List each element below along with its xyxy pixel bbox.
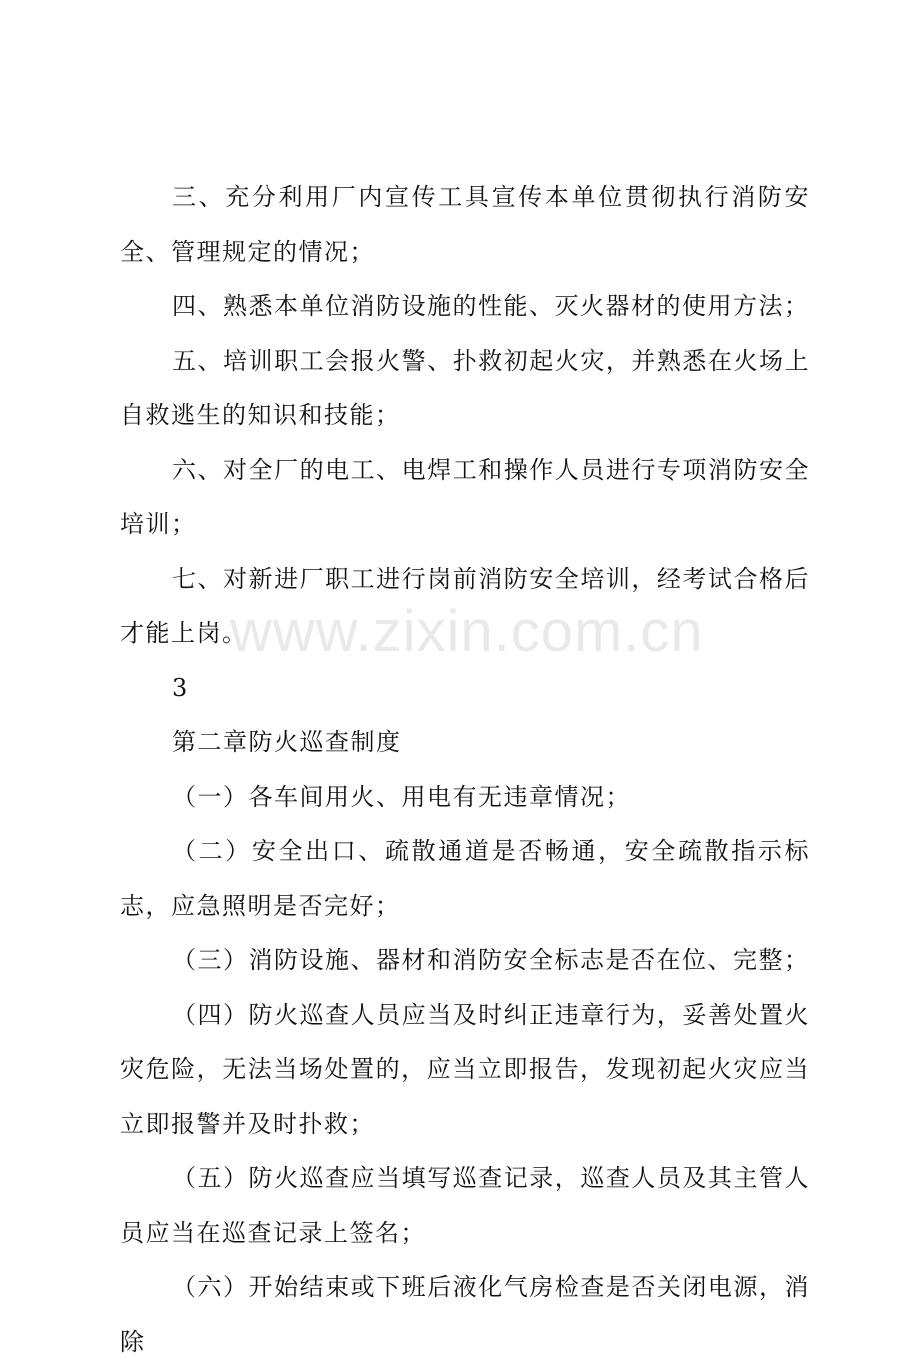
inspection-item-1: （一）各车间用火、用电有无违章情况； bbox=[172, 782, 631, 811]
watermark-text: www.zixin.com.cn bbox=[230, 599, 704, 664]
page-number: 3 bbox=[172, 673, 189, 702]
paragraph-item-3: 三、充分利用厂内宣传工具宣传本单位贯彻执行消防安全、管理规定的情况； bbox=[120, 183, 810, 266]
paragraph-item-5: 五、培训职工会报火警、扑救初起火灾，并熟悉在火场上自救逃生的知识和技能； bbox=[120, 346, 810, 429]
document-body bbox=[120, 170, 810, 1369]
inspection-item-3: （三）消防设施、器材和消防安全标志是否在位、完整； bbox=[172, 946, 810, 974]
paragraph-item-7: 七、对新进厂职工进行岗前消防安全培训，经考试合格后才能上岗。 bbox=[120, 564, 810, 647]
paragraph-item-6: 六、对全厂的电工、电焊工和操作人员进行专项消防安全培训； bbox=[120, 455, 810, 538]
inspection-item-4: （四）防火巡查人员应当及时纠正违章行为，妥善处置火灾危险，无法当场处置的，应当立即报告，发现初起火灾应当立即报警并及时扑救； bbox=[120, 1000, 810, 1138]
chapter-heading: 第二章防火巡查制度 bbox=[172, 728, 402, 756]
inspection-item-6: （六）开始结束或下班后液化气房检查是否关闭电源，消除 bbox=[120, 1273, 810, 1356]
inspection-item-2: （二）安全出口、疏散通道是否畅通，安全疏散指示标志，应急照明是否完好； bbox=[120, 837, 810, 920]
paragraph-item-4: 四、熟悉本单位消防设施的性能、灭火器材的使用方法； bbox=[172, 292, 810, 320]
inspection-item-5: （五）防火巡查应当填写巡查记录，巡查人员及其主管人员应当在巡查记录上签名； bbox=[120, 1164, 810, 1247]
